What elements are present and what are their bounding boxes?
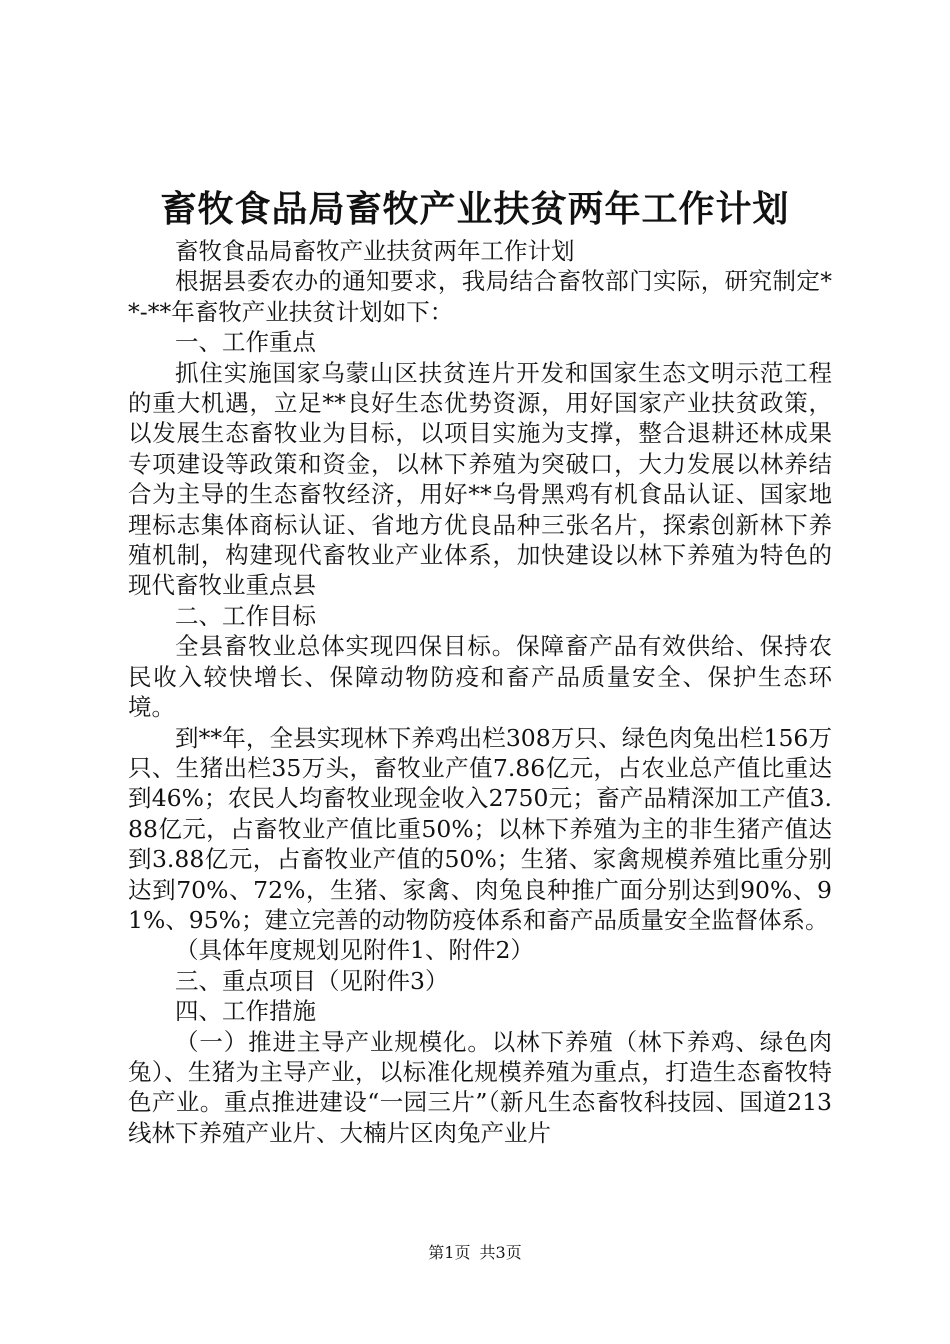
section-heading-goals: 二、工作目标 [175,601,316,630]
page-number-current: 第1页 [428,1243,471,1262]
section-heading-measures: 四、工作措施 [175,997,316,1026]
document-title: 畜牧食品局畜牧产业扶贫两年工作计划 [160,188,790,230]
paragraph-measure-1: （一）推进主导产业规模化。以林下养殖（林下养鸡、绿色肉兔）、生猪为主导产业，以标准化规模养殖为重点，打造生态畜牧特色产业。重点推进建设“一园三片”（新凡生态畜牧科技园、国道213线林下养殖产业片、大楠片区肉兔产业片 [128,1027,832,1147]
paragraph-targets: 到**年，全县实现林下养鸡出栏308万只、绿色肉兔出栏156万只、生猪出栏35万头，畜牧业产值7.86亿元，占农业总产值比重达到46%；农民人均畜牧业现金收入2750元；畜产品精深加工产值3.88亿元，占畜牧业产值比重50%；以林下养殖为主的非生猪产值达到3.88亿元，占畜牧业产值的50%；生猪、家禽规模养殖比重分别达到70%、72%，生猪、家禽、肉兔良种推广面分别达到90%、91%、95%；建立完善的动物防疫体系和畜产品质量安全监督体系。 [128,723,832,934]
section-heading-projects: 三、重点项目（见附件3） [175,966,449,995]
document-body [128,236,832,1148]
paragraph-annex-note: （具体年度规划见附件1、附件2） [175,936,534,965]
paragraph-goals: 全县畜牧业总体实现四保目标。保障畜产品有效供给、保持农民收入较快增长、保障动物防疫和畜产品质量安全、保护生态环境。 [128,632,832,722]
paragraph-intro: 根据县委农办的通知要求，我局结合畜牧部门实际，研究制定**-**年畜牧产业扶贫计划如下： [128,267,832,326]
page-number-total: 共3页 [479,1243,522,1262]
paragraph-subtitle: 畜牧食品局畜牧产业扶贫两年工作计划 [175,237,575,265]
section-heading-focus: 一、工作重点 [175,328,316,357]
paragraph-focus: 抓住实施国家乌蒙山区扶贫连片开发和国家生态文明示范工程的重大机遇，立足**良好生态优势资源，用好国家产业扶贫政策，以发展生态畜牧业为目标，以项目实施为支撑，整合退耕还林成果专项建设等政策和资金，以林下养殖为突破口，大力发展以林养结合为主导的生态畜牧经济，用好**乌骨黑鸡有机食品认证、国家地理标志集体商标认证、省地方优良品种三张名片，探索创新林下养殖机制，构建现代畜牧业产业体系，加快建设以林下养殖为特色的现代畜牧业重点县 [128,358,832,600]
page-footer [0,1243,950,1263]
